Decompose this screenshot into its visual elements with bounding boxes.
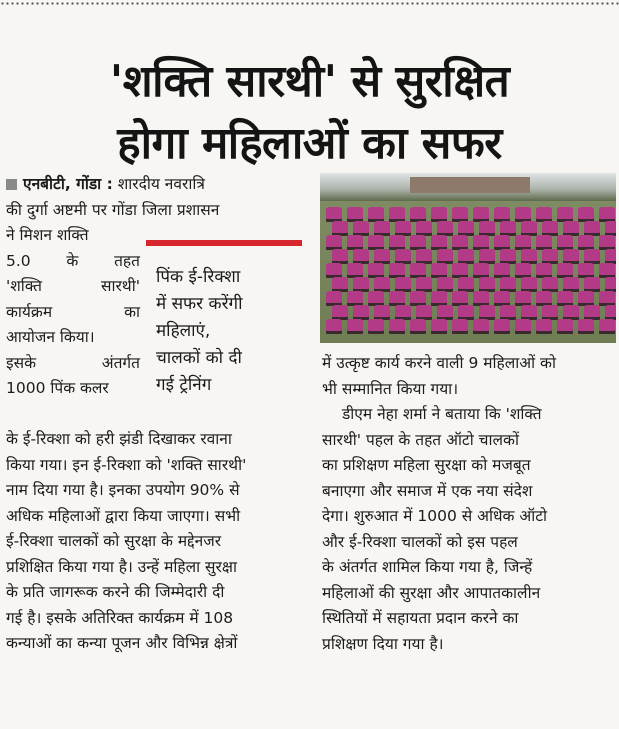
rickshaw-mark: [410, 263, 426, 275]
rickshaw-mark: [557, 291, 573, 303]
body-line: प्रशिक्षित किया गया है। उन्हें महिला सुरक्षा: [6, 557, 238, 576]
body-line: के अंतर्गत शामिल किया गया है, जिन्हें: [322, 558, 533, 576]
rickshaw-mark: [599, 207, 615, 219]
left-body-text: [6, 427, 306, 657]
rickshaw-mark: [326, 207, 342, 219]
rickshaw-mark: [389, 207, 405, 219]
rickshaw-mark: [599, 319, 615, 331]
intro-line-2: की दुर्गा अष्टमी पर गोंडा जिला प्रशासन: [6, 200, 220, 219]
rickshaw-mark: [410, 319, 426, 331]
rickshaw-mark: [494, 263, 510, 275]
rickshaw-mark: [479, 277, 495, 289]
rickshaw-mark: [326, 319, 342, 331]
rickshaw-mark: [332, 221, 348, 233]
body-line: के प्रति जागरूक करने की जिम्मेदारी दी: [6, 583, 225, 601]
rickshaw-mark: [374, 305, 390, 317]
rickshaw-mark: [437, 305, 453, 317]
rickshaw-mark: [395, 277, 411, 289]
rickshaw-mark: [557, 263, 573, 275]
rickshaw-mark: [431, 263, 447, 275]
pull-quote-line: चालकों को दी: [156, 348, 242, 368]
rickshaw-mark: [389, 263, 405, 275]
photo-building: [410, 177, 530, 193]
narrow-line: इसके अंतर्गत: [6, 353, 140, 372]
narrow-line: 1000 पिंक कलर: [6, 379, 109, 397]
rickshaw-mark: [347, 291, 363, 303]
rickshaw-mark: [494, 319, 510, 331]
rickshaw-mark: [332, 249, 348, 261]
narrow-line: ने मिशन शक्ति: [6, 226, 89, 244]
rickshaw-mark: [584, 305, 600, 317]
rickshaw-mark: [563, 305, 579, 317]
rickshaw-mark: [368, 263, 384, 275]
rickshaw-mark: [515, 291, 531, 303]
body-line: प्रशिक्षण दिया गया है।: [322, 634, 444, 653]
rickshaw-mark: [584, 277, 600, 289]
rickshaw-mark: [326, 291, 342, 303]
right-body-text: [322, 351, 616, 657]
rickshaw-mark: [515, 263, 531, 275]
rickshaw-mark: [437, 221, 453, 233]
rickshaw-mark: [431, 291, 447, 303]
rickshaw-mark: [599, 263, 615, 275]
body-line: डीएम नेहा शर्मा ने बताया कि 'शक्ति: [342, 405, 542, 423]
body-line: महिलाओं की सुरक्षा और आपातकालीन: [322, 583, 541, 602]
rickshaw-mark: [374, 249, 390, 261]
rickshaw-mark: [563, 249, 579, 261]
rickshaw-mark: [479, 221, 495, 233]
rickshaw-mark: [389, 319, 405, 331]
rickshaw-mark: [332, 277, 348, 289]
rickshaw-mark: [479, 305, 495, 317]
rickshaw-mark: [578, 263, 594, 275]
body-line: भी सम्मानित किया गया।: [322, 379, 459, 398]
rickshaw-mark: [431, 207, 447, 219]
narrow-line: 'शक्ति सारथी': [6, 277, 140, 295]
rickshaw-mark: [410, 207, 426, 219]
rickshaw-mark: [536, 319, 552, 331]
rickshaw-mark: [326, 263, 342, 275]
body-line: बनाएगा और समाज में एक नया संदेश: [322, 481, 533, 500]
rickshaw-mark: [473, 263, 489, 275]
intro-paragraph: [6, 172, 306, 223]
body-line: नाम दिया गया है। इनका उपयोग 90% से: [6, 481, 240, 499]
rickshaw-mark: [494, 207, 510, 219]
rickshaw-mark: [458, 249, 474, 261]
rickshaw-mark: [500, 221, 516, 233]
pink-rickshaw-photo: [320, 173, 616, 343]
rickshaw-mark: [515, 319, 531, 331]
rickshaw-mark: [563, 277, 579, 289]
rickshaw-mark: [353, 277, 369, 289]
rickshaw-mark: [515, 235, 531, 247]
narrow-column: [6, 223, 140, 402]
rickshaw-mark: [521, 249, 537, 261]
body-line: गई है। इसके अतिरिक्त कार्यक्रम में 108: [6, 608, 234, 627]
rickshaw-mark: [578, 319, 594, 331]
rickshaw-mark: [515, 207, 531, 219]
rickshaw-mark: [437, 249, 453, 261]
body-line: किया गया। इन ई-रिक्शा को 'शक्ति सारथी': [6, 455, 247, 474]
rickshaw-mark: [410, 291, 426, 303]
rickshaw-mark: [578, 291, 594, 303]
rickshaw-mark: [368, 319, 384, 331]
rickshaw-mark: [500, 305, 516, 317]
rickshaw-mark: [353, 221, 369, 233]
rickshaw-mark: [458, 221, 474, 233]
rickshaw-mark: [368, 207, 384, 219]
rickshaw-mark: [332, 305, 348, 317]
body-line: अधिक महिलाओं द्वारा किया जाएगा। सभी: [6, 506, 241, 525]
rickshaw-mark: [473, 235, 489, 247]
narrow-line: 5.0 के तहत: [6, 251, 140, 270]
rickshaw-mark: [542, 249, 558, 261]
headline-line-1: 'शक्ति सारथी' से सुरक्षित: [109, 56, 510, 108]
headline-line-2: होगा महिलाओं का सफर: [117, 118, 502, 170]
rickshaw-mark: [521, 221, 537, 233]
rickshaw-mark: [353, 249, 369, 261]
rickshaw-mark: [605, 277, 616, 289]
rickshaw-mark: [536, 263, 552, 275]
rickshaw-mark: [437, 277, 453, 289]
rickshaw-mark: [473, 291, 489, 303]
rickshaw-mark: [395, 221, 411, 233]
rickshaw-mark: [542, 221, 558, 233]
rickshaw-mark: [605, 221, 616, 233]
rickshaw-mark: [542, 305, 558, 317]
rickshaw-mark: [473, 319, 489, 331]
rickshaw-mark: [416, 305, 432, 317]
rickshaw-mark: [557, 207, 573, 219]
rickshaw-mark: [584, 249, 600, 261]
rickshaw-mark: [563, 221, 579, 233]
rickshaw-mark: [473, 207, 489, 219]
body-line: ई-रिक्शा चालकों को सुरक्षा के मद्देनजर: [6, 532, 222, 550]
body-line: में उत्कृष्ट कार्य करने वाली 9 महिलाओं को: [322, 354, 556, 372]
rickshaw-mark: [368, 291, 384, 303]
rickshaw-mark: [578, 207, 594, 219]
rickshaw-mark: [452, 207, 468, 219]
rickshaw-mark: [494, 291, 510, 303]
rickshaw-mark: [452, 291, 468, 303]
headline: [0, 51, 619, 175]
rickshaw-mark: [605, 249, 616, 261]
bullet-square-icon: [6, 179, 17, 190]
top-dotted-rule: [0, 0, 619, 8]
pull-quote-line: गई ट्रेनिंग: [156, 375, 212, 395]
narrow-line: आयोजन किया।: [6, 328, 95, 346]
rickshaw-mark: [536, 207, 552, 219]
rickshaw-mark: [416, 221, 432, 233]
rickshaw-mark: [521, 305, 537, 317]
pull-quote-line: में सफर करेंगी: [156, 294, 243, 314]
rickshaw-mark: [347, 263, 363, 275]
rickshaw-mark: [368, 235, 384, 247]
rickshaw-mark: [536, 291, 552, 303]
narrow-line: कार्यक्रम का: [6, 302, 140, 321]
rickshaw-mark: [458, 305, 474, 317]
rickshaw-mark: [599, 291, 615, 303]
rickshaw-mark: [536, 235, 552, 247]
rickshaw-mark: [452, 319, 468, 331]
rickshaw-mark: [494, 235, 510, 247]
rickshaw-mark: [557, 319, 573, 331]
rickshaw-mark: [431, 319, 447, 331]
rickshaw-mark: [458, 277, 474, 289]
body-line: के ई-रिक्शा को हरी झंडी दिखाकर रवाना: [6, 430, 232, 448]
rickshaw-mark: [353, 305, 369, 317]
rickshaw-mark: [410, 235, 426, 247]
pull-quote-line: पिंक ई-रिक्शा: [156, 267, 241, 287]
body-line: कन्याओं का कन्या पूजन और विभिन्न क्षेत्रों: [6, 634, 238, 652]
rickshaw-mark: [557, 235, 573, 247]
rickshaw-mark: [347, 319, 363, 331]
rickshaw-mark: [431, 235, 447, 247]
body-line: देगा। शुरुआत में 1000 से अधिक ऑटो: [322, 507, 548, 525]
rickshaw-mark: [326, 235, 342, 247]
rickshaw-mark: [479, 249, 495, 261]
rickshaw-mark: [500, 277, 516, 289]
rickshaw-mark: [452, 263, 468, 275]
rickshaw-mark: [347, 207, 363, 219]
rickshaw-mark: [599, 235, 615, 247]
rickshaw-mark: [374, 221, 390, 233]
rickshaw-mark: [605, 305, 616, 317]
body-line: स्थितियों में सहायता प्रदान करने का: [322, 609, 519, 627]
rickshaw-mark: [542, 277, 558, 289]
dateline: एनबीटी, गोंडा :: [23, 175, 113, 193]
rickshaw-mark: [584, 221, 600, 233]
rickshaw-mark: [347, 235, 363, 247]
rickshaw-mark: [416, 277, 432, 289]
body-line: और ई-रिक्शा चालकों को इस पहल: [322, 532, 518, 551]
rickshaw-mark: [389, 291, 405, 303]
rickshaw-mark: [500, 249, 516, 261]
body-line: सारथी' पहल के तहत ऑटो चालकों: [322, 430, 519, 449]
rickshaw-mark: [416, 249, 432, 261]
rickshaw-mark: [395, 249, 411, 261]
intro-line-1-text: शारदीय नवरात्रि: [117, 175, 205, 193]
rickshaw-mark: [452, 235, 468, 247]
rickshaw-mark: [389, 235, 405, 247]
rickshaw-mark: [521, 277, 537, 289]
rickshaw-mark: [374, 277, 390, 289]
pull-quote-line: महिलाएं,: [156, 321, 211, 341]
rickshaw-mark: [395, 305, 411, 317]
pull-quote: [146, 240, 302, 416]
body-line: का प्रशिक्षण महिला सुरक्षा को मजबूत: [322, 456, 531, 474]
rickshaw-mark: [578, 235, 594, 247]
